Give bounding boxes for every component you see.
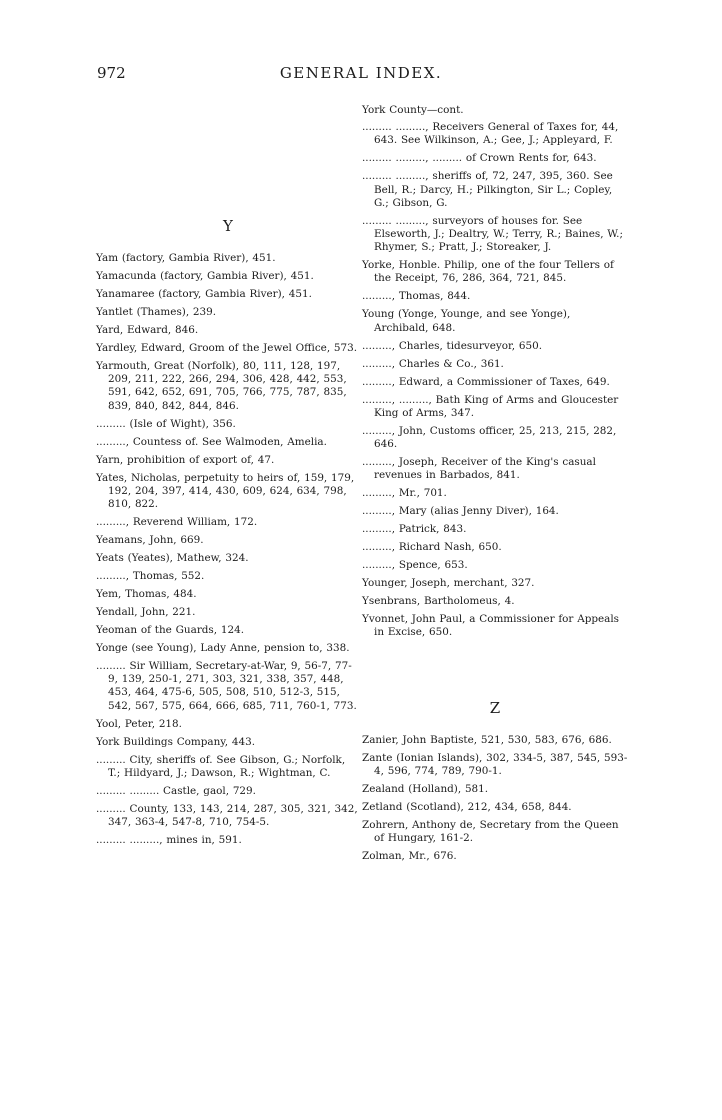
index-list-y-continued	[362, 121, 628, 639]
index-entry: Young (Yonge, Younge, and see Yonge), Archibald, 648.	[362, 308, 571, 334]
section-letter-z: Z	[489, 698, 501, 717]
index-entry: Younger, Joseph, merchant, 327.	[362, 577, 535, 590]
index-entry: ........., Mary (alias Jenny Diver), 164.	[362, 505, 559, 518]
index-entry: ........., Patrick, 843.	[362, 523, 467, 536]
index-entry: ......... (Isle of Wight), 356.	[96, 417, 236, 430]
index-entry: ........., Edward, a Commissioner of Taxes, 649.	[362, 375, 610, 388]
index-entry: Yanamaree (factory, Gambia River), 451.	[96, 288, 312, 300]
index-entry: ........., Mr., 701.	[362, 487, 447, 500]
index-list-y	[96, 252, 360, 847]
index-entry: ........., Thomas, 552.	[96, 570, 205, 583]
index-entry: ......... ........., sheriffs of, 72, 247, 395, 360. See Bell, R.; Darcy, H.; Pilkington, Sir L.; Copley, G.; Gibson, G.	[362, 170, 613, 209]
index-entry: ......... City, sheriffs of. See Gibson, G.; Norfolk, T.; Hildyard, J.; Dawson, R.; Wightman, C.	[96, 753, 346, 779]
page-number: 972	[97, 64, 126, 82]
index-entry: Yeats (Yeates), Mathew, 324.	[96, 552, 249, 565]
index-entry: Yard, Edward, 846.	[96, 324, 199, 336]
index-entry: ......... ........., mines in, 591.	[96, 834, 242, 847]
section-letter-y: Y	[223, 217, 233, 235]
index-entry: Yantlet (Thames), 239.	[96, 306, 217, 318]
index-entry: ........., Spence, 653.	[362, 559, 468, 572]
index-entry: Yem, Thomas, 484.	[96, 588, 197, 601]
continuation-header: York County—cont.	[362, 104, 464, 116]
index-entry: Yonge (see Young), Lady Anne, pension to, 338.	[96, 642, 350, 655]
index-entry: Yates, Nicholas, perpetuity to heirs of, 159, 179, 192, 204, 397, 414, 430, 609, 624, 634, 798, 810, 822.	[96, 471, 355, 511]
index-entry: Yamacunda (factory, Gambia River), 451.	[96, 270, 314, 282]
index-entry: Yeamans, John, 669.	[96, 534, 204, 547]
index-entry: York Buildings Company, 443.	[96, 735, 256, 748]
index-entry: Yool, Peter, 218.	[96, 717, 182, 730]
index-entry: Ysenbrans, Bartholomeus, 4.	[362, 595, 515, 608]
index-entry: Zealand (Holland), 581.	[362, 782, 489, 795]
index-entry: Zanier, John Baptiste, 521, 530, 583, 676, 686.	[362, 733, 612, 746]
left-column	[96, 104, 360, 852]
index-entry: ........., Joseph, Receiver of the King's casual revenues in Barbados, 841.	[362, 456, 596, 482]
index-entry: Yardley, Edward, Groom of the Jewel Office, 573.	[96, 342, 358, 354]
index-entry: Zetland (Scotland), 212, 434, 658, 844.	[362, 800, 572, 813]
running-head: GENERAL INDEX.	[279, 64, 443, 82]
index-entry: Yvonnet, John Paul, a Commissioner for Appeals in Excise, 650.	[362, 613, 620, 639]
index-entry: Zante (Ionian Islands), 302, 334-5, 387, 545, 593-4, 596, 774, 789, 790-1.	[362, 751, 628, 777]
index-list-z	[362, 734, 628, 864]
index-entry: ......... ........., Receivers General of Taxes for, 44, 643. See Wilkinson, A.; Gee, J.; Appleyard, F.	[362, 121, 619, 147]
index-entry: ......... ......... Castle, gaol, 729.	[96, 784, 256, 797]
index-entry: ......... ........., surveyors of houses for. See Elseworth, J.; Dealtry, W.; Terry, R.; Baines, W.; Rhymer, S.; Pratt, J.; Storeaker, J.	[362, 214, 623, 254]
index-entry: ......... Sir William, Secretary-at-War, 9, 56-7, 77-9, 139, 250-1, 271, 303, 321, 338, 357, 448, 453, 464, 475-6, 505, 508, 510, 512-3, 515, 542, 567, 575, 664, 666, 685, 711, 760-1, 773.	[96, 660, 357, 712]
right-column	[362, 104, 628, 868]
index-entry: Zohrern, Anthony de, Secretary from the Queen of Hungary, 161-2.	[362, 818, 619, 845]
index-entry: ........., Charles & Co., 361.	[362, 357, 504, 370]
index-entry: Yendall, John, 221.	[96, 606, 196, 619]
index-entry: ........., Countess of. See Walmoden, Amelia.	[96, 435, 327, 448]
index-entry: Yarmouth, Great (Norfolk), 80, 111, 128, 197, 209, 211, 222, 266, 294, 306, 428, 442, 553, 591, 642, 652, 691, 705, 766, 775, 787, 835, 839, 840, 842, 844, 846.	[96, 360, 347, 412]
index-entry: ........., Thomas, 844.	[362, 290, 471, 303]
index-entry: Yorke, Honble. Philip, one of the four Tellers of the Receipt, 76, 286, 364, 721, 845.	[362, 259, 614, 285]
index-entry: ........., Reverend William, 172.	[96, 516, 258, 529]
index-entry: Yeoman of the Guards, 124.	[96, 624, 245, 637]
index-entry: ........., Charles, tidesurveyor, 650.	[362, 339, 543, 352]
index-entry: ......... County, 133, 143, 214, 287, 305, 321, 342, 347, 363-4, 547-8, 710, 754-5.	[96, 802, 358, 829]
index-entry: ........., Richard Nash, 650.	[362, 541, 502, 554]
index-entry: Yam (factory, Gambia River), 451.	[96, 252, 276, 264]
index-entry: Zolman, Mr., 676.	[362, 850, 457, 863]
index-entry: ........., ........., Bath King of Arms and Gloucester King of Arms, 347.	[362, 393, 619, 419]
index-entry: Yarn, prohibition of export of, 47.	[96, 453, 275, 466]
index-entry: ........., John, Customs officer, 25, 213, 215, 282, 646.	[362, 424, 617, 451]
index-entry: ......... ........., ......... of Crown Rents for, 643.	[362, 152, 597, 165]
